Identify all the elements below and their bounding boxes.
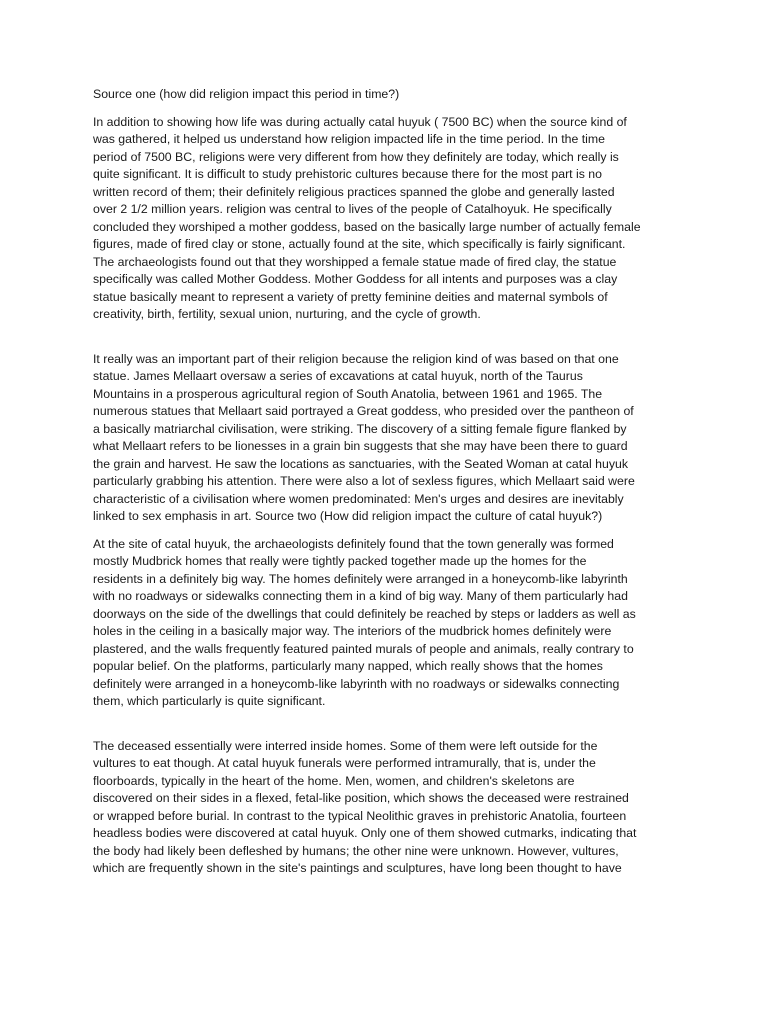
text-line: linked to sex emphasis in art. Source two (How did religion impact the culture of catal huyuk?) <box>93 509 603 523</box>
text-line: was gathered, it helped us understand how religion impacted life in the time period. In the time <box>93 132 605 146</box>
text-line: the grain and harvest. He saw the locations as sanctuaries, with the Seated Woman at catal huyuk <box>93 456 628 471</box>
text-line: holes in the ceiling in a basically major way. The interiors of the mudbrick homes definitely were <box>93 624 612 638</box>
text-line: It really was an important part of their religion because the religion kind of was based on that one <box>93 351 619 366</box>
text-line: what Mellaart refers to be lionesses in a grain bin suggests that she may have been there to guard <box>93 439 628 453</box>
text-line: vultures to eat though. At catal huyuk funerals were performed intramurally, that is, under the <box>93 756 596 770</box>
paragraph-2 <box>93 351 677 526</box>
text-line: popular belief. On the platforms, particularly many napped, which really shows that the homes <box>93 659 603 673</box>
text-line: or wrapped before burial. In contrast to the typical Neolithic graves in prehistoric Anatolia, fourteen <box>93 808 627 823</box>
document-body <box>93 86 677 878</box>
text-line: particularly grabbing his attention. There were also a lot of sexless figures, which Mellaart said were <box>93 474 635 488</box>
text-line: them, which particularly is quite significant. <box>93 694 326 708</box>
section-heading: Source one (how did religion impact this period in time?) <box>93 87 400 101</box>
text-line: discovered on their sides in a flexed, fetal-like position, which shows the deceased were restrained <box>93 791 629 805</box>
text-line: over 2 1/2 million years. religion was central to lives of the people of Catalhoyuk. He specifically <box>93 202 612 216</box>
text-line: quite significant. It is difficult to study prehistoric cultures because there for the most part is no <box>93 167 602 181</box>
text-line: the body had likely been defleshed by humans; the other nine were unknown. However, vultures, <box>93 843 619 858</box>
text-line: which are frequently shown in the site's paintings and sculptures, have long been thought to have <box>93 861 622 875</box>
text-line: mostly Mudbrick homes that really were tightly packed together made up the homes for the <box>93 554 587 568</box>
text-line: figures, made of fired clay or stone, actually found at the site, which specifically is fairly significant. <box>93 237 626 251</box>
text-line: characteristic of a civilisation where women predominated: Men's urges and desires are inevitably <box>93 491 624 506</box>
text-line: plastered, and the walls frequently featured painted murals of people and animals, really contrary to <box>93 641 634 656</box>
text-line: numerous statues that Mellaart said portrayed a Great goddess, who presided over the pantheon of <box>93 404 634 418</box>
text-line: statue. James Mellaart oversaw a series of excavations at catal huyuk, north of the Taurus <box>93 369 583 383</box>
text-line: a basically matriarchal civilisation, were striking. The discovery of a sitting female figure flanked by <box>93 421 627 436</box>
text-line: floorboards, typically in the heart of the home. Men, women, and children's skeletons are <box>93 773 575 788</box>
paragraph-1 <box>93 114 677 324</box>
text-line: Mountains in a prosperous agricultural region of South Anatolia, between 1961 and 1965. The <box>93 386 603 401</box>
text-line: written record of them; their definitely religious practices spanned the globe and generally lasted <box>93 184 615 199</box>
text-line: statue basically meant to represent a variety of pretty feminine deities and maternal symbols of <box>93 289 608 304</box>
text-line: specifically was called Mother Goddess. Mother Goddess for all intents and purposes was a clay <box>93 272 618 286</box>
text-line: doorways on the side of the dwellings that could definitely be reached by steps or ladders as well as <box>93 606 636 621</box>
text-line: headless bodies were discovered at catal huyuk. Only one of them showed cutmarks, indicating that <box>93 826 637 840</box>
paragraph-3 <box>93 536 677 711</box>
paragraph-4 <box>93 738 677 878</box>
text-line: with no roadways or sidewalks connecting them in a kind of big way. Many of them particularly had <box>93 589 628 603</box>
text-line: concluded they worshiped a mother goddess, based on the basically large number of actually female <box>93 219 641 234</box>
text-line: In addition to showing how life was during actually catal huyuk ( 7500 BC) when the source kind of <box>93 114 627 129</box>
text-line: The deceased essentially were interred inside homes. Some of them were left outside for the <box>93 738 598 753</box>
text-line: At the site of catal huyuk, the archaeologists definitely found that the town generally was formed <box>93 536 614 551</box>
text-line: period of 7500 BC, religions were very different from how they definitely are today, which really is <box>93 149 619 164</box>
text-line: residents in a definitely big way. The homes definitely were arranged in a honeycomb-like labyrinth <box>93 571 628 586</box>
text-line: The archaeologists found out that they worshipped a female statue made of fired clay, the statue <box>93 254 617 269</box>
text-line: definitely were arranged in a honeycomb-like labyrinth with no roadways or sidewalks connecting <box>93 676 620 691</box>
text-line: creativity, birth, fertility, sexual union, nurturing, and the cycle of growth. <box>93 307 481 321</box>
